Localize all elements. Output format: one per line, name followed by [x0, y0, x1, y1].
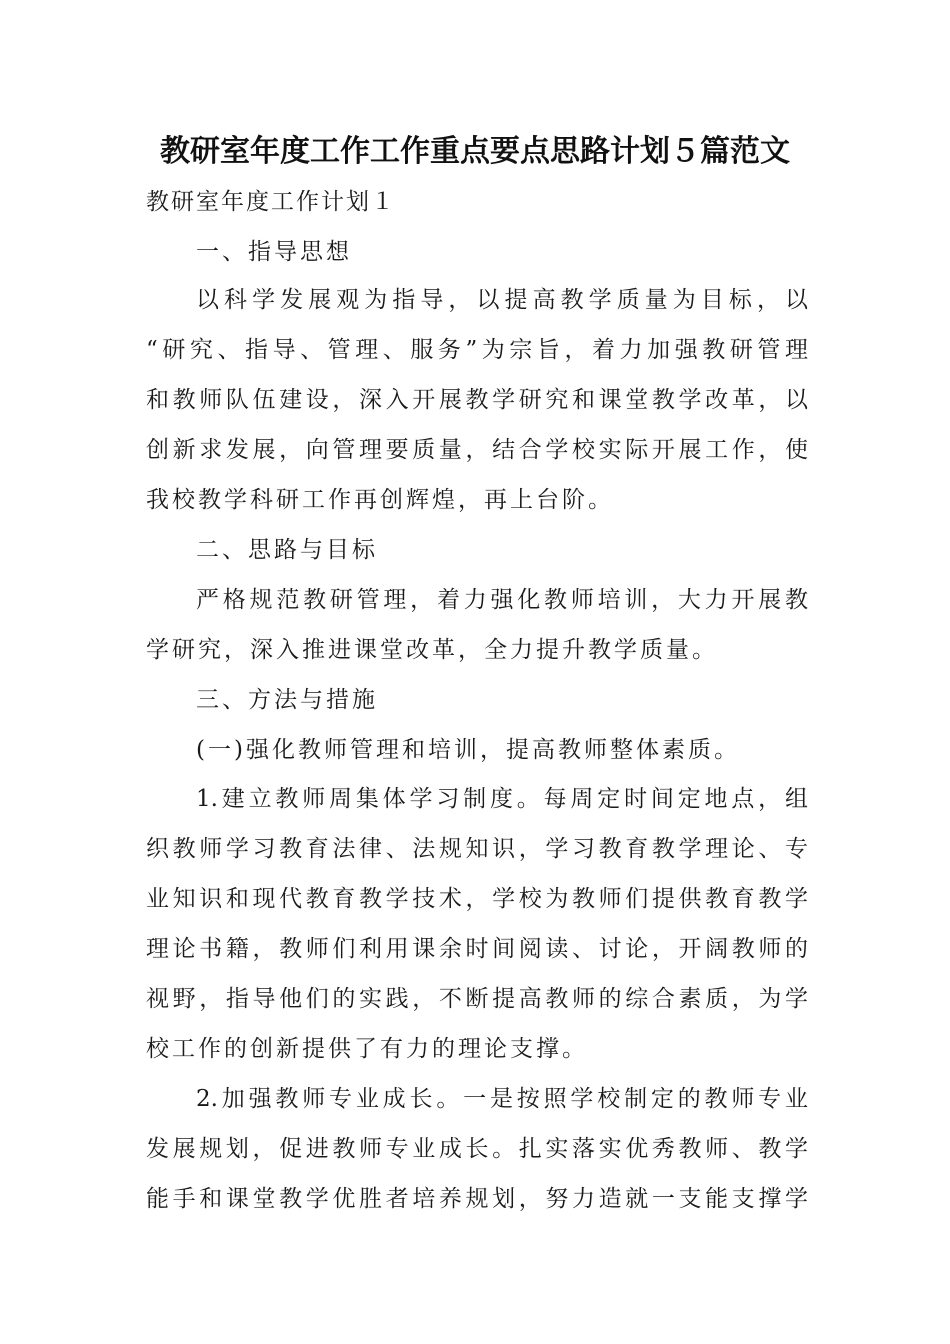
- text-line: 和教师队伍建设，深入开展教学研究和课堂教学改革，以: [146, 387, 808, 413]
- document-subtitle: 教研室年度工作计划１: [146, 189, 396, 215]
- text-line: 能手和课堂教学优胜者培养规划，努力造就一支能支撑学: [146, 1186, 808, 1212]
- text-line: 1.建立教师周集体学习制度。每周定时间定地点，组: [196, 786, 808, 812]
- text-line: 2.加强教师专业成长。一是按照学校制定的教师专业: [196, 1086, 808, 1112]
- text-line: 发展规划，促进教师专业成长。扎实落实优秀教师、教学: [146, 1136, 808, 1162]
- text-line: 我校教学科研工作再创辉煌，再上台阶。: [146, 487, 614, 513]
- section-heading-methods: 三、方法与措施: [196, 687, 378, 713]
- paragraph-item-2: [146, 1074, 808, 1224]
- text-line: 业知识和现代教育教学技术，学校为教师们提供教育教学: [146, 886, 808, 912]
- text-line: 校工作的创新提供了有力的理论支撑。: [146, 1036, 588, 1062]
- text-line: 学研究，深入推进课堂改革，全力提升教学质量。: [146, 637, 718, 663]
- paragraph-approach-goals: [146, 575, 808, 675]
- text-line: 创新求发展，向管理要质量，结合学校实际开展工作，使: [146, 437, 808, 463]
- section-heading-guiding-ideology: 一、指导思想: [196, 239, 352, 265]
- text-line: 理论书籍，教师们利用课余时间阅读、讨论，开阔教师的: [146, 936, 808, 962]
- text-line: “研究、指导、管理、服务”为宗旨，着力加强教研管理: [146, 337, 808, 363]
- paragraph-item-1: [146, 774, 808, 1074]
- subsection-heading-teacher-training: (一)强化教师管理和培训，提高教师整体素质。: [196, 737, 740, 763]
- text-line: 织教师学习教育法律、法规知识，学习教育教学理论、专: [146, 836, 808, 862]
- text-line: 视野，指导他们的实践，不断提高教师的综合素质，为学: [146, 986, 808, 1012]
- paragraph-guiding-ideology: [146, 275, 808, 525]
- document-title: 教研室年度工作工作重点要点思路计划５篇范文: [160, 134, 790, 169]
- section-heading-approach-goals: 二、思路与目标: [196, 537, 378, 563]
- text-line: 以科学发展观为指导，以提高教学质量为目标，以: [196, 287, 808, 313]
- text-line: 严格规范教研管理，着力强化教师培训，大力开展教: [196, 587, 808, 613]
